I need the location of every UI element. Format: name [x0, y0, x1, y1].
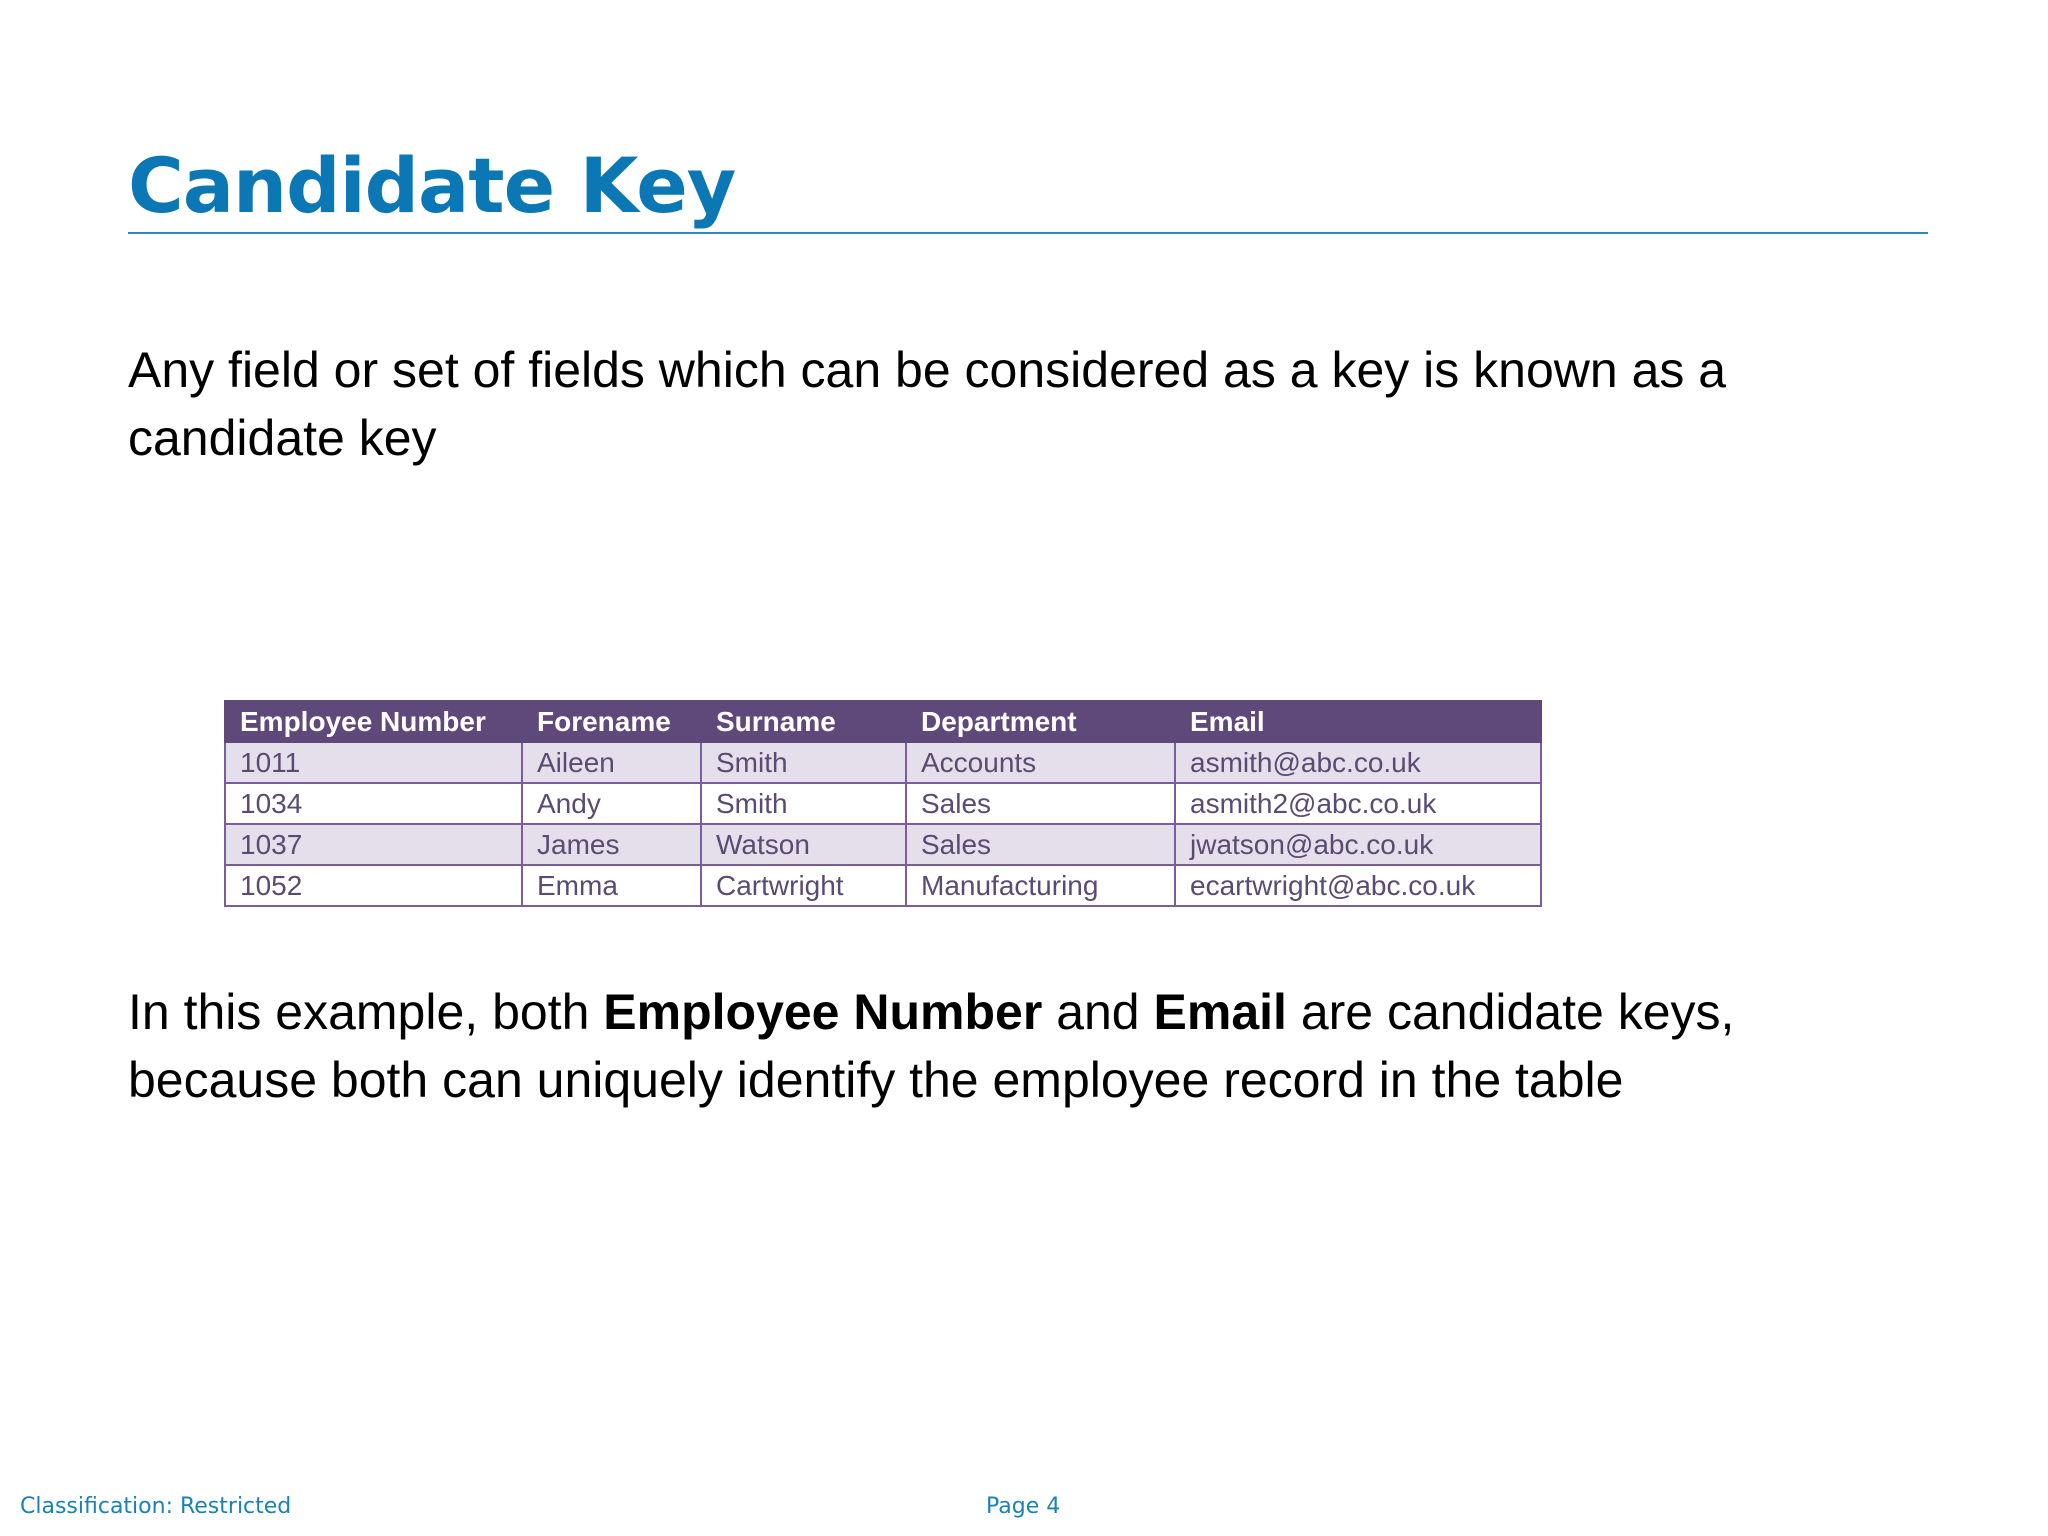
explanation-suffix: are candidate keys, because both can uniquely identify the employee record in the table [128, 984, 1735, 1108]
title-divider [128, 232, 1928, 234]
definition-text: Any field or set of fields which can be considered as a key is known as a candidate key [128, 342, 1727, 466]
table-row [225, 865, 1541, 906]
table-row [225, 742, 1541, 783]
slide-title: Candidate Key [128, 141, 736, 230]
table-cell: 1052 [225, 865, 522, 906]
table-cell: James [522, 824, 701, 865]
table-cell: Smith [701, 742, 906, 783]
column-header-forename: Forename [522, 701, 701, 742]
table-cell: Cartwright [701, 865, 906, 906]
table-cell: 1034 [225, 783, 522, 824]
table-cell: Sales [906, 824, 1175, 865]
table-cell: Watson [701, 824, 906, 865]
table-cell: asmith@abc.co.uk [1175, 742, 1541, 783]
table-cell: Aileen [522, 742, 701, 783]
column-header-surname: Surname [701, 701, 906, 742]
table-cell: Manufacturing [906, 865, 1175, 906]
footer-classification: Classification: Restricted [20, 1494, 292, 1519]
table-cell: ecartwright@abc.co.uk [1175, 865, 1541, 906]
table-cell: 1037 [225, 824, 522, 865]
explanation-middle: and [1042, 984, 1154, 1040]
table-cell: jwatson@abc.co.uk [1175, 824, 1541, 865]
footer-page-number: Page 4 [986, 1494, 1061, 1519]
table-cell: Accounts [906, 742, 1175, 783]
column-header-email: Email [1175, 701, 1541, 742]
table-row [225, 824, 1541, 865]
explanation-prefix: In this example, both [128, 984, 604, 1040]
explanation-text [128, 978, 1908, 1114]
explanation-bold-email: Email [1153, 984, 1287, 1040]
table-cell: Emma [522, 865, 701, 906]
column-header-employee-number: Employee Number [225, 701, 522, 742]
explanation-bold-employee-number: Employee Number [603, 984, 1043, 1040]
employee-table [224, 700, 1542, 907]
table-cell: Smith [701, 783, 906, 824]
table-cell: Sales [906, 783, 1175, 824]
table-cell: 1011 [225, 742, 522, 783]
column-header-department: Department [906, 701, 1175, 742]
table-cell: asmith2@abc.co.uk [1175, 783, 1541, 824]
employee-table-container [224, 700, 1542, 907]
table-header-row [225, 701, 1541, 742]
table-cell: Andy [522, 783, 701, 824]
table-row [225, 783, 1541, 824]
